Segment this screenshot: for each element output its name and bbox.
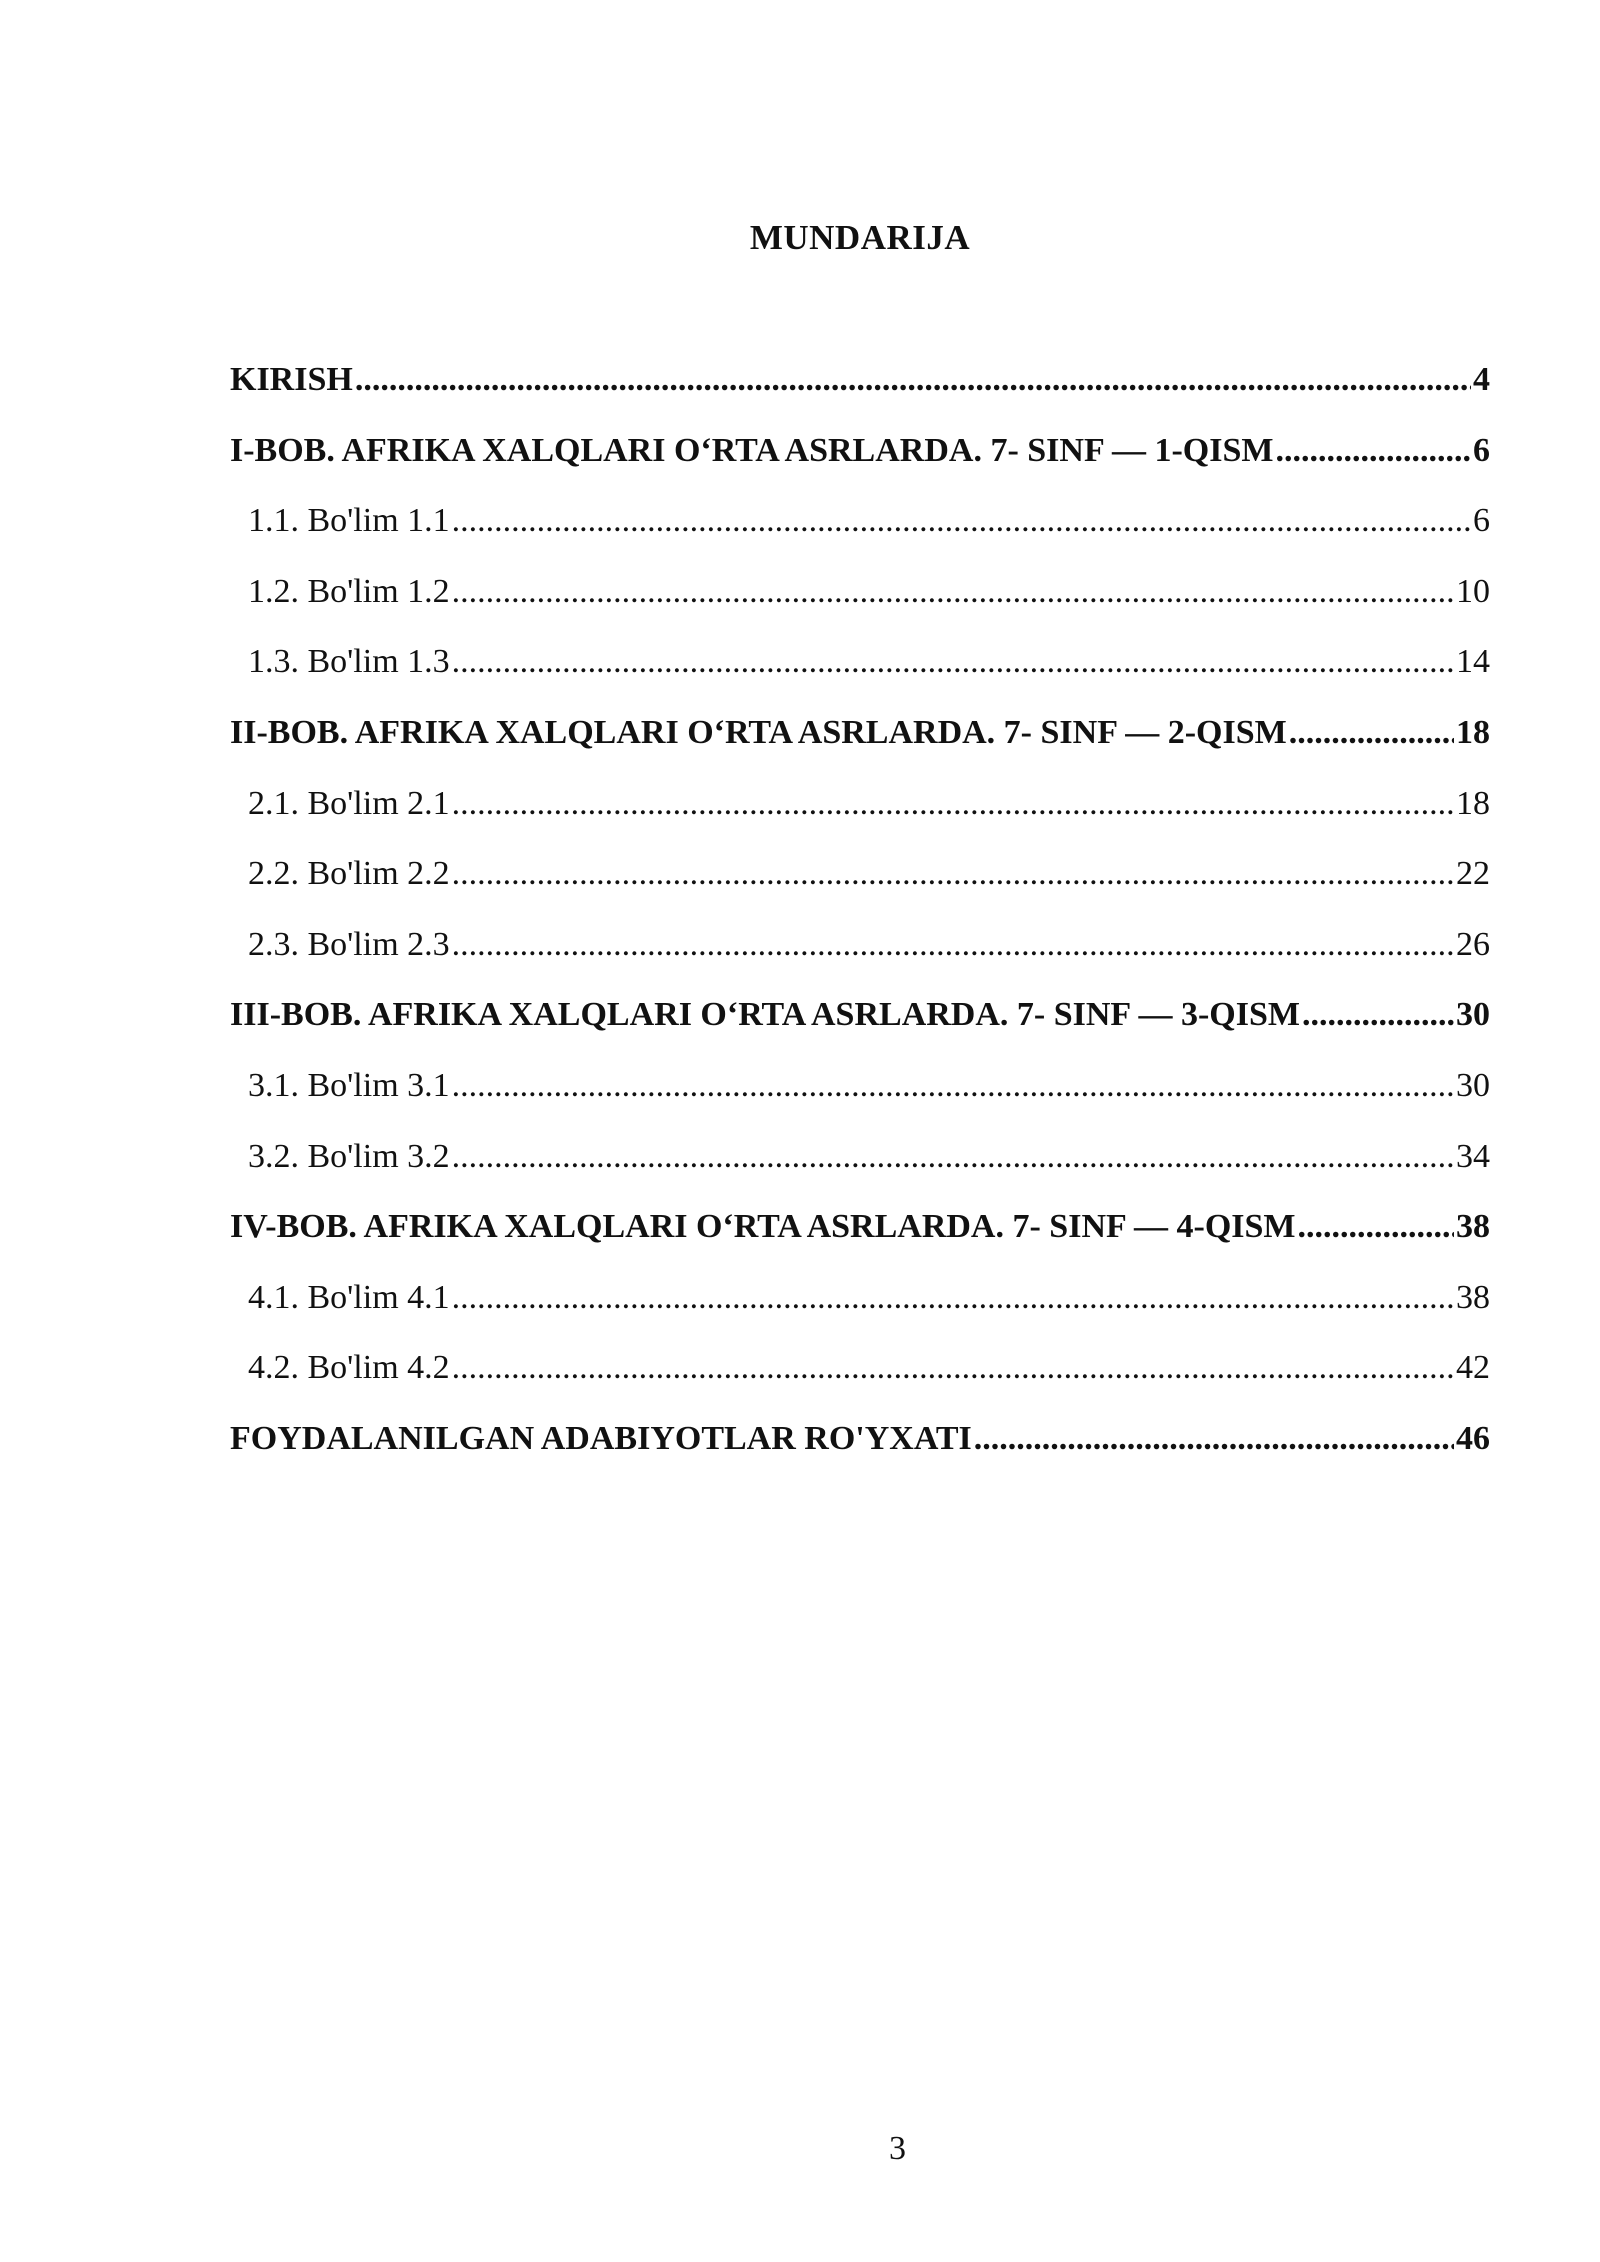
toc-entry-label: 4.2. Bo'lim 4.2 xyxy=(248,1349,450,1387)
toc-dot-leader xyxy=(1275,416,1471,487)
toc-entry-page: 38 xyxy=(1456,1278,1490,1316)
toc-entry-label: 3.1. Bo'lim 3.1 xyxy=(248,1066,450,1104)
toc-entry-page: 14 xyxy=(1456,643,1490,681)
toc-entry-page: 30 xyxy=(1456,996,1490,1034)
toc-entry-label: 4.1. Bo'lim 4.1 xyxy=(248,1278,450,1316)
toc-dot-leader xyxy=(355,345,1471,416)
toc-entry-label: III-BOB. AFRIKA XALQLARI O‘RTA ASRLARDA. 7- SINF — 3-QISM xyxy=(230,996,1300,1034)
toc-entry-page: 34 xyxy=(1456,1137,1490,1175)
toc-entry-page: 18 xyxy=(1456,713,1490,751)
toc-entry-section-2-2[interactable] xyxy=(230,839,1490,910)
toc-entry-chapter-2[interactable] xyxy=(230,698,1490,769)
toc-entry-section-1-3[interactable] xyxy=(230,627,1490,698)
toc-dot-leader xyxy=(452,1122,1454,1193)
toc-dot-leader xyxy=(1298,1192,1454,1263)
toc-entry-section-1-1[interactable] xyxy=(230,486,1490,557)
toc-dot-leader xyxy=(452,1263,1454,1334)
toc-entry-page: 10 xyxy=(1456,572,1490,610)
toc-entry-section-4-2[interactable] xyxy=(230,1333,1490,1404)
toc-entry-page: 22 xyxy=(1456,855,1490,893)
toc-entry-bibliography[interactable] xyxy=(230,1404,1490,1475)
toc-entry-section-2-3[interactable] xyxy=(230,910,1490,981)
toc-dot-leader xyxy=(452,557,1454,628)
toc-dot-leader xyxy=(452,839,1454,910)
toc-entry-label: FOYDALANILGAN ADABIYOTLAR RO'YXATI xyxy=(230,1419,972,1457)
toc-entry-label: 3.2. Bo'lim 3.2 xyxy=(248,1137,450,1175)
table-of-contents xyxy=(230,345,1490,1475)
toc-dot-leader xyxy=(974,1404,1454,1475)
toc-entry-page: 46 xyxy=(1456,1419,1490,1457)
toc-entry-label: 2.3. Bo'lim 2.3 xyxy=(248,925,450,963)
toc-entry-introduction[interactable] xyxy=(230,345,1490,416)
toc-entry-section-3-2[interactable] xyxy=(230,1122,1490,1193)
toc-entry-label: 2.1. Bo'lim 2.1 xyxy=(248,784,450,822)
toc-entry-page: 26 xyxy=(1456,925,1490,963)
toc-entry-page: 4 xyxy=(1473,361,1490,398)
toc-entry-chapter-4[interactable] xyxy=(230,1192,1490,1263)
toc-dot-leader xyxy=(452,1333,1454,1404)
toc-entry-chapter-1[interactable] xyxy=(230,416,1490,487)
toc-dot-leader xyxy=(452,1051,1454,1122)
toc-entry-label: 2.2. Bo'lim 2.2 xyxy=(248,855,450,893)
toc-dot-leader xyxy=(452,910,1454,981)
toc-entry-label: KIRISH xyxy=(230,361,353,398)
toc-entry-label: II-BOB. AFRIKA XALQLARI O‘RTA ASRLARDA. 7- SINF — 2-QISM xyxy=(230,713,1287,751)
toc-dot-leader xyxy=(452,769,1454,840)
toc-entry-label: 1.3. Bo'lim 1.3 xyxy=(248,643,450,681)
toc-entry-page: 6 xyxy=(1473,502,1490,540)
toc-entry-label: 1.2. Bo'lim 1.2 xyxy=(248,572,450,610)
toc-title: MUNDARIJA xyxy=(749,218,971,257)
toc-entry-label: IV-BOB. AFRIKA XALQLARI O‘RTA ASRLARDA. 7- SINF — 4-QISM xyxy=(230,1208,1296,1246)
toc-dot-leader xyxy=(452,486,1471,557)
toc-dot-leader xyxy=(1289,698,1454,769)
toc-dot-leader xyxy=(1302,980,1454,1051)
toc-dot-leader xyxy=(452,627,1454,698)
toc-entry-section-4-1[interactable] xyxy=(230,1263,1490,1334)
toc-entry-label: I-BOB. AFRIKA XALQLARI O‘RTA ASRLARDA. 7- SINF — 1-QISM xyxy=(230,431,1274,469)
toc-entry-page: 38 xyxy=(1456,1208,1490,1246)
toc-entry-page: 42 xyxy=(1456,1349,1490,1387)
toc-entry-page: 18 xyxy=(1456,784,1490,822)
toc-entry-page: 6 xyxy=(1473,431,1490,469)
toc-entry-section-1-2[interactable] xyxy=(230,557,1490,628)
toc-entry-page: 30 xyxy=(1456,1066,1490,1104)
toc-entry-section-3-1[interactable] xyxy=(230,1051,1490,1122)
toc-entry-section-2-1[interactable] xyxy=(230,769,1490,840)
toc-entry-label: 1.1. Bo'lim 1.1 xyxy=(248,502,450,540)
toc-entry-chapter-3[interactable] xyxy=(230,980,1490,1051)
page-number: 3 xyxy=(889,2130,906,2167)
